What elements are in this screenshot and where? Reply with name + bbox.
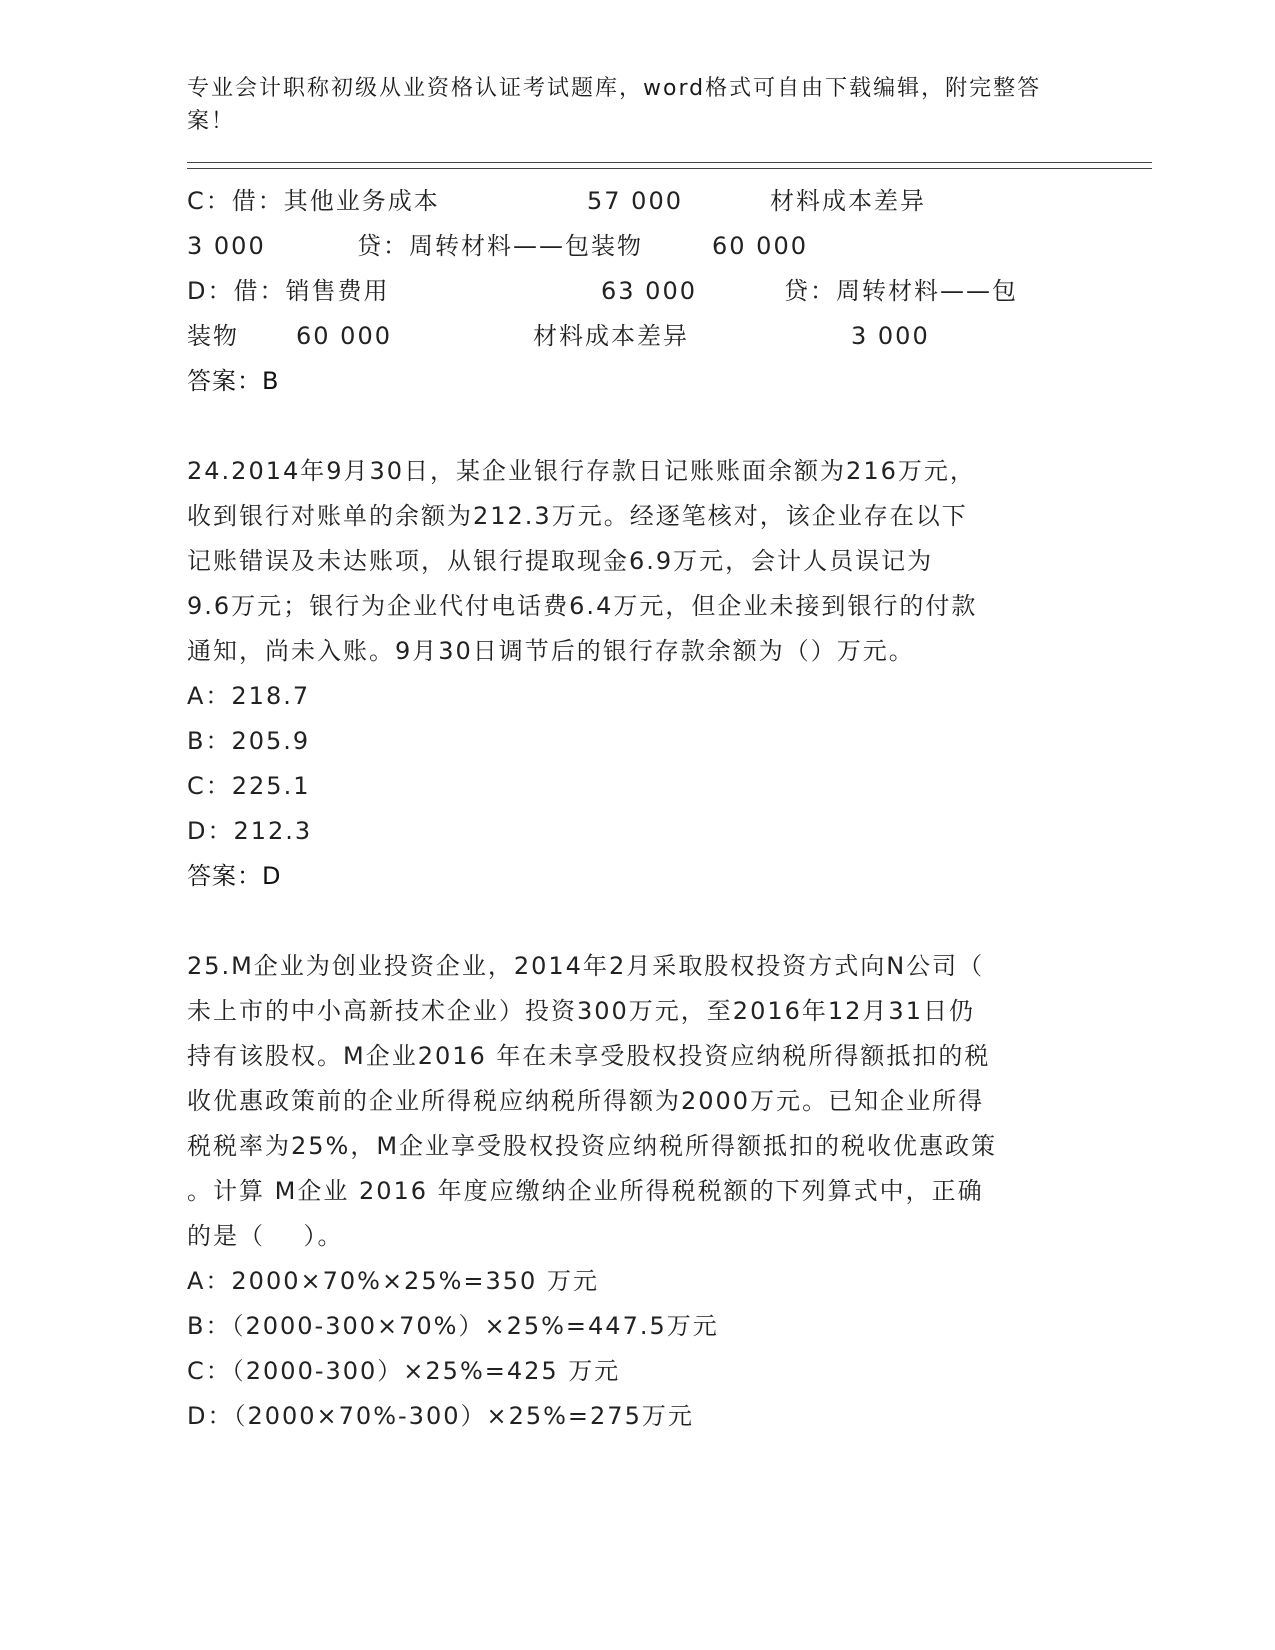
q24-option-d: D：212.3	[187, 817, 313, 845]
q23-c-material-diff: 材料成本差异	[770, 187, 926, 215]
q24-stem-line-1: 24.2014年9月30日，某企业银行存款日记账账面余额为216万元，	[187, 457, 976, 485]
q24-answer: 答案：D	[187, 862, 282, 890]
q24-stem-line-5: 通知，尚未入账。9月30日调节后的银行存款余额为（）万元。	[187, 637, 915, 665]
q25-stem-line-2: 未上市的中小高新技术企业）投资300万元，至2016年12月31日仍	[187, 997, 975, 1025]
q23-option-d-line-2	[187, 314, 1087, 359]
q23-c-debit: C：借：其他业务成本	[187, 187, 440, 215]
q23-c-amount: 57 000	[587, 187, 683, 215]
q23-c-diff-amount: 3 000	[187, 232, 266, 260]
q24-stem-line-2: 收到银行对账单的余额为212.3万元。经逐笔核对，该企业存在以下	[187, 502, 968, 530]
q24-stem-line-3: 记账错误及未达账项，从银行提取现金6.9万元，会计人员误记为	[187, 547, 934, 575]
q25-option-b: B：（2000-300×70%）×25%=447.5万元	[187, 1312, 719, 1340]
q24-stem-line-4: 9.6万元；银行为企业代付电话费6.4万元，但企业未接到银行的付款	[187, 592, 978, 620]
q23-d-debit: D：借：销售费用	[187, 277, 390, 305]
q25-option-d: D：（2000×70%-300）×25%=275万元	[187, 1402, 694, 1430]
q25-option-a: A：2000×70%×25%=350 万元	[187, 1267, 599, 1295]
header-divider	[187, 162, 1152, 169]
q23-d-credit-amount: 60 000	[296, 322, 392, 350]
q23-c-credit-amount: 60 000	[712, 232, 808, 260]
q23-option-d-line-1	[187, 269, 1087, 314]
q25-stem-line-6: 。计算 M企业 2016 年度应缴纳企业所得税税额的下列算式中，正确	[187, 1177, 984, 1205]
q25-stem-line-1: 25.M企业为创业投资企业，2014年2月采取股权投资方式向N公司（	[187, 952, 985, 980]
q24-option-a: A：218.7	[187, 682, 311, 710]
q24-option-b: B：205.9	[187, 727, 311, 755]
q23-d-amount: 63 000	[601, 277, 697, 305]
q23-option-c-line-1	[187, 179, 1087, 224]
q25-stem-line-7: 的是（ ）。	[187, 1222, 344, 1250]
q25-stem-line-3: 持有该股权。M企业2016 年在未享受股权投资应纳税所得额抵扣的税	[187, 1042, 991, 1070]
question-content	[187, 179, 1087, 1439]
q23-option-c-line-2	[187, 224, 1087, 269]
q24-option-c: C：225.1	[187, 772, 311, 800]
q23-d-credit-cont: 装物	[187, 322, 239, 350]
q23-d-credit: 贷：周转材料——包	[784, 277, 1018, 305]
header-line-1: 专业会计职称初级从业资格认证考试题库，word格式可自由下载编辑，附完整答	[187, 76, 1042, 101]
q23-c-credit: 贷：周转材料——包装物	[357, 232, 643, 260]
document-page	[187, 72, 1087, 1439]
q23-d-material-diff: 材料成本差异	[533, 322, 689, 350]
q23-answer: 答案：B	[187, 367, 280, 395]
document-header	[187, 72, 1087, 138]
q25-stem-line-5: 税税率为25%，M企业享受股权投资应纳税所得额抵扣的税收优惠政策	[187, 1132, 998, 1160]
q25-stem-line-4: 收优惠政策前的企业所得税应纳税所得额为2000万元。已知企业所得	[187, 1087, 985, 1115]
q23-d-diff-amount: 3 000	[851, 322, 930, 350]
header-line-2: 案！	[187, 109, 236, 134]
q25-option-c: C：（2000-300）×25%=425 万元	[187, 1357, 621, 1385]
